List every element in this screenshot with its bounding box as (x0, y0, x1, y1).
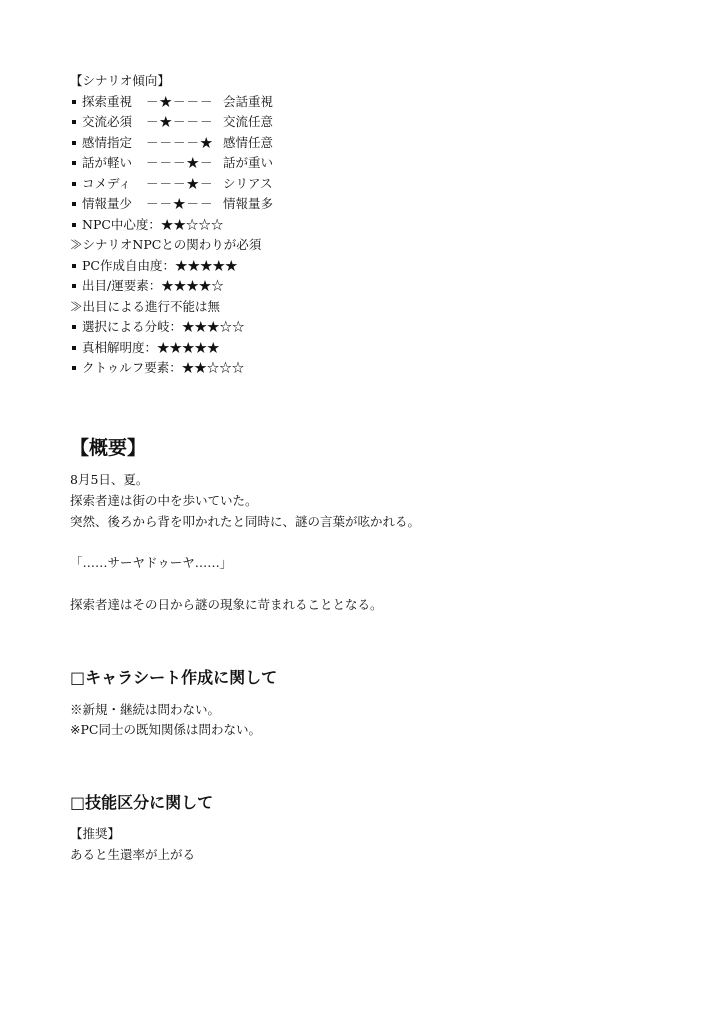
skills-title: □技能区分に関して (70, 793, 214, 812)
overview-line: 探索者達はその日から謎の現象に苛まれることとなる。 (70, 597, 383, 612)
scale-left-label: 情報量少 (82, 196, 133, 211)
bullet-icon (72, 325, 76, 329)
dice-note: ≫出目による進行不能は無 (70, 299, 221, 314)
scale-right-label: 話が重い (223, 155, 274, 170)
charasheet-title: □キャラシート作成に関して (70, 668, 278, 687)
scale-meter: －－－★－ (146, 155, 214, 170)
bullet-icon (72, 161, 76, 165)
scale-right-label: 交流任意 (223, 114, 274, 129)
scale-right-label: 情報量多 (223, 196, 274, 211)
overview-line: 探索者達は街の中を歩いていた。 (70, 493, 258, 508)
overview-line: 突然、後ろから背を叩かれたと同時に、謎の言葉が呟かれる。 (70, 514, 421, 529)
scale-right-label: シリアス (223, 176, 273, 191)
scale-left-label: 話が軽い (82, 155, 133, 170)
recommended-text: あると生還率が上がる (70, 847, 196, 862)
cthulhu-rating-text: クトゥルフ要素：★★☆☆☆ (82, 360, 245, 375)
recommended-header: 【推奨】 (70, 826, 121, 841)
scale-meter: －★－－－ (146, 114, 214, 129)
tendency-header: 【シナリオ傾向】 (70, 73, 170, 88)
overview-quote: 「……サーヤドゥーヤ……」 (70, 555, 233, 570)
overview-line: 8月5日、夏。 (70, 472, 149, 487)
charasheet-line: ※PC同士の既知関係は問わない。 (70, 722, 261, 737)
bullet-icon (72, 366, 76, 370)
scale-meter: －★－－－ (146, 94, 214, 109)
scale-right-label: 会話重視 (223, 94, 274, 109)
scale-meter: －－★－－ (146, 196, 214, 211)
charasheet-line: ※新規・継続は問わない。 (70, 702, 221, 717)
bullet-icon (72, 202, 76, 206)
bullet-icon (72, 120, 76, 124)
scale-right-label: 感情任意 (223, 135, 274, 150)
scale-meter: －－－－★ (146, 135, 214, 150)
truth-rating-text: 真相解明度：★★★★★ (82, 340, 220, 355)
dice-rating-text: 出目/運要素：★★★★☆ (82, 278, 224, 293)
npc-rating-text: NPC中心度：★★☆☆☆ (82, 217, 224, 232)
branch-rating-text: 選択による分岐：★★★☆☆ (82, 319, 245, 334)
scale-left-label: 感情指定 (82, 135, 133, 150)
bullet-icon (72, 346, 76, 350)
bullet-icon (72, 141, 76, 145)
bullet-icon (72, 100, 76, 104)
scale-left-label: 交流必須 (82, 114, 133, 129)
scale-meter: －－－★－ (146, 176, 214, 191)
bullet-icon (72, 264, 76, 268)
pc-freedom-text: PC作成自由度：★★★★★ (82, 258, 238, 273)
bullet-icon (72, 284, 76, 288)
scale-left-label: コメディ (82, 176, 132, 191)
bullet-icon (72, 182, 76, 186)
scale-left-label: 探索重視 (82, 94, 133, 109)
overview-title: 【概要】 (70, 437, 147, 459)
npc-note: ≫シナリオNPCとの関わりが必須 (70, 237, 262, 252)
bullet-icon (72, 223, 76, 227)
